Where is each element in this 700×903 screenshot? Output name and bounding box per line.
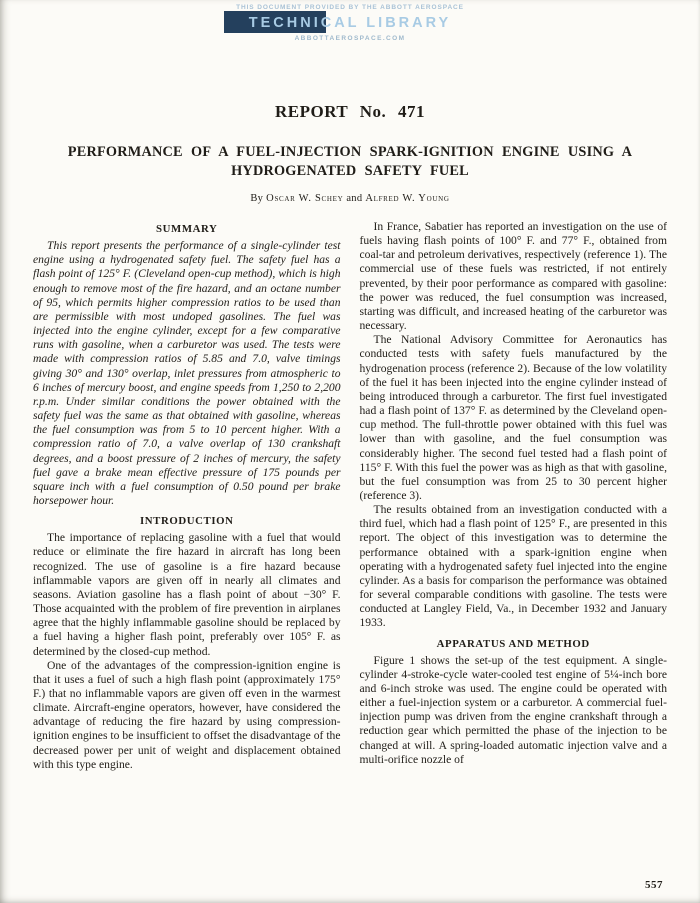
stamp-library-text: TECHNICAL LIBRARY [248, 15, 452, 31]
summary-heading: SUMMARY [156, 223, 218, 235]
title-line-1: PERFORMANCE OF A FUEL-INJECTION SPARK-IGNITION ENGINE USING A [67, 144, 633, 160]
two-column-body [0, 220, 700, 772]
report-number: REPORT No. 471 [275, 102, 425, 121]
byline [0, 193, 700, 204]
apparatus-paragraph-1: Figure 1 shows the set-up of the test equipment. A single-cylinder 4-stroke-cycle water-cooled test engine of 5¼-inch bore and 6-inch stroke was used. The engine could be operated with either a fuel-injection system or a carburetor. A commercial fuel-injection pump was driven from the engine crankshaft through a reduction gear which permitted the phase of the injection to be changed at will. A spring-loaded automatic injection valve and a multi-orifice nozzle of [359, 653, 667, 766]
introduction-paragraph-1: The importance of replacing gasoline with a fuel that would reduce or eliminate the fire hazard in aircraft has long been recognized. The use of gasoline is a fire hazard because inflammable vapors are given off in nearly all climates and seasons. Aviation gasoline has a flash point of about −30° F. Those acquainted with the problem of fire prevention in airplanes agree that the highly inflammable gasoline should be replaced by a fuel having a higher flash point, preferably over 105° F. as determined by the closed-cup method. [33, 531, 341, 658]
byline-and: and [346, 193, 363, 204]
summary-paragraph: This report presents the performance of a single-cylinder test engine using a hydrogenated safety fuel. The safety fuel has a flash point of 125° F. (Cleveland open-cup method), which is high enough to remove most of the fire hazard, and an octane number of 95, which permits higher compression ratios to be used than are permissible with most undoped gasolines. The fuel was injected into the engine cylinder, except for a few comparative runs with gasoline, when a carburetor was used. The tests were made with compression ratios of 5.85 and 7.0, valve timings giving 30° and 130° overlap, inlet pressures from atmospheric to 6 inches of mercury boost, and engine speeds from 1,250 to 2,200 r.p.m. Under similar conditions the power obtained with the safety fuel was the same as that obtained with gasoline, whereas the fuel consumption was from 5 to 10 percent higher. With a compression ratio of 7.0, a valve overlap of 130 crankshaft degrees, and a boost pressure of 2 inches of mercury, the safety fuel gave a brake mean effective pressure of 175 pounds per square inch with a fuel consumption of 0.50 pound per brake horsepower hour. [33, 239, 341, 507]
byline-by: By [250, 193, 264, 204]
stamp-library-wordmark [210, 13, 490, 33]
body-paragraph-1: In France, Sabatier has reported an investigation on the use of fuels having flash points of 100° F. and 77° F., obtained from coal-tar and petroleum derivatives, respectively (reference 1). The commercial use of these fuels was restricted, if not entirely prevented, by their poor performance as compared with gasoline: the power was reduced, the fuel consumption was increased, starting was difficult, and increased heating of the carburetor was necessary. [359, 220, 667, 333]
title-line-2: HYDROGENATED SAFETY FUEL [231, 163, 469, 179]
stamp-provided-by-text: THIS DOCUMENT PROVIDED BY THE ABBOTT AEROSPACE [236, 4, 464, 11]
author-2: Alfred W. Young [365, 193, 450, 204]
author-1: Oscar W. Schey [266, 193, 344, 204]
provider-stamp [210, 4, 490, 42]
left-column [33, 220, 341, 772]
introduction-paragraph-2: One of the advantages of the compression-ignition engine is that it uses a fuel of such a high flash point (approximately 175° F.) that no inflammable vapors are given off even in the warmest climate. Aircraft-engine operators, however, have considered the advantage of reducing the fire hazard by using compression-ignition engines to be insufficient to offset the disadvantage of the decreased power per unit of weight and displacement obtained with this type engine. [33, 658, 341, 771]
stamp-website-text: ABBOTTAEROSPACE.COM [294, 35, 406, 42]
right-column [360, 220, 668, 772]
page-number: 557 [645, 879, 663, 891]
body-paragraph-3: The results obtained from an investigation conducted with a third fuel, which had a flash point of 125° F., are presented in this report. The object of this investigation was to determine the performance obtained with a spark-ignition engine when operating with a hydrogenated safety fuel injected into the engine cylinder. As a basis for comparison the performance was obtained for several comparable conditions with gasoline. The tests were conducted at Langley Field, Va., in December 1932 and January 1933. [359, 503, 667, 630]
introduction-heading: INTRODUCTION [139, 515, 234, 528]
body-paragraph-2: The National Advisory Committee for Aeronautics has conducted tests with safety fuels manufactured by the hydrogenation process (reference 2). Because of the low volatility of the fuel it has been injected into the engine cylinder instead of being introduced through a carburetor. The first fuel investigated had a flash point of 137° F. as determined by the Cleveland open-cup method. The full-throttle power obtained with this fuel was lower than with gasoline, and the fuel consumption was considerably higher. The second fuel tested had a flash point of 115° F. With this fuel the power was as high as that with gasoline, but the fuel consumption was from 25 to 30 percent higher (reference 3). [359, 333, 667, 502]
apparatus-and-method-heading: APPARATUS AND METHOD [436, 637, 590, 650]
document-title [0, 143, 700, 181]
